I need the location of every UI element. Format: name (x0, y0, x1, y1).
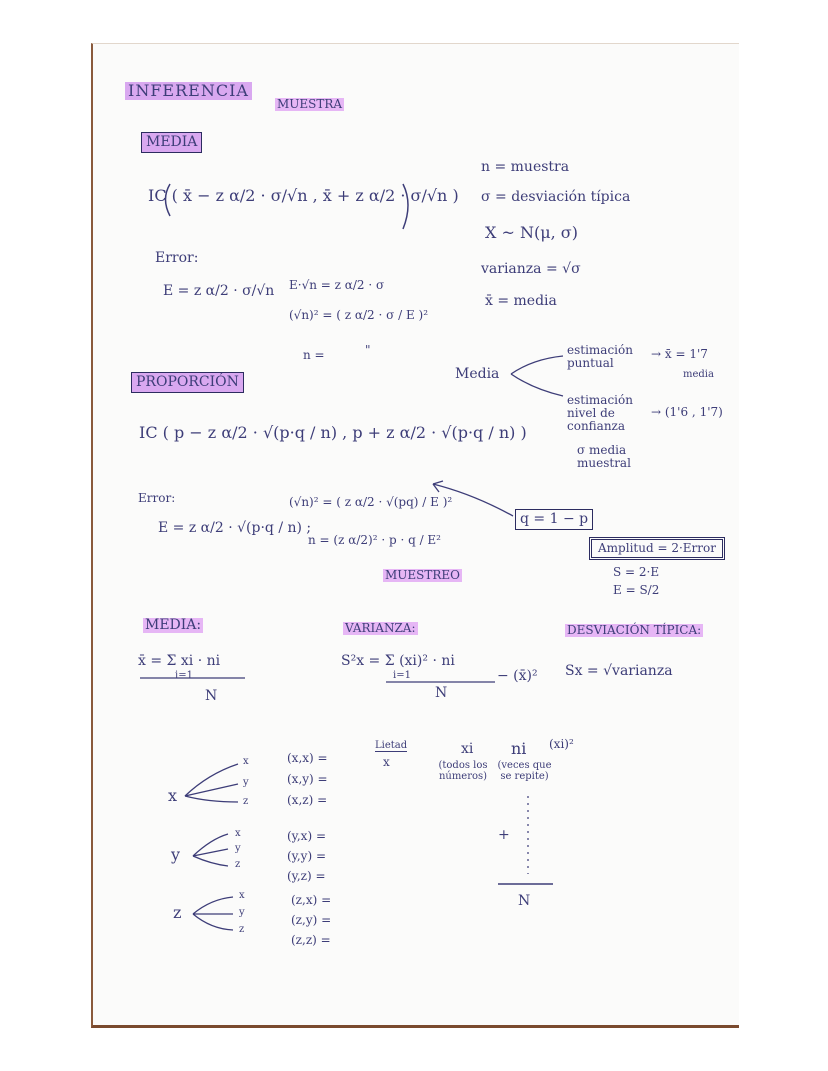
muestreo-varianza-tail: − (x̄)² (497, 668, 538, 684)
media-tree-branch-lower (511, 374, 563, 396)
def-distribution: X ~ N(μ, σ) (485, 223, 578, 242)
muestreo-desviacion-label: DESVIACIÓN TÍPICA: (567, 623, 702, 637)
combo-pair-yy: (y,y) = (287, 849, 327, 863)
muestreo-title: MUESTREO (385, 568, 461, 582)
combo-tree-x (185, 764, 238, 802)
combo-pair-xx: (x,x) = (287, 751, 328, 765)
combo-pair-zx: (z,x) = (291, 893, 332, 907)
combo-z-branch-z: z (239, 924, 245, 935)
combo-y-branch-z: z (235, 859, 241, 870)
media-tree-confianza-note: σ media muestral (577, 443, 631, 471)
muestreo-varianza-label: VARIANZA: (345, 621, 416, 635)
media-tree-puntual: estimación puntual (567, 343, 633, 371)
media-section-label: MEDIA (141, 132, 202, 153)
combo-tree-z (193, 897, 233, 930)
proporcion-error-label: Error: (138, 491, 176, 505)
combo-x-branch-z: z (243, 796, 249, 807)
table-col0-header: Lietad (375, 740, 408, 751)
combo-pair-xy: (x,y) = (287, 772, 328, 786)
combo-y-branch-y: y (235, 843, 241, 854)
proporcion-section-label: PROPORCIÓN (131, 372, 244, 393)
media-tree-puntual-result: → x̄ = 1'7 (651, 347, 708, 361)
media-tree-root: Media (455, 366, 500, 382)
combo-y-branch-x: x (235, 828, 241, 839)
proporcion-error-formula: E = z α/2 · √(p·q / n) ; (158, 520, 312, 536)
media-error-formula: E = z α/2 · σ/√n (163, 283, 275, 299)
def-varianza: varianza = √σ (481, 261, 581, 277)
combo-pair-zz: (z,z) = (291, 933, 331, 947)
muestreo-desviacion-formula: Sx = √varianza (565, 663, 673, 679)
proporcion-ic-formula: IC ( p − z α/2 · √(p·q / n) , p + z α/2 · √(p·q / n) ) (139, 423, 527, 442)
q-box: q = 1 − p (515, 509, 593, 530)
table-col2-note: (veces que se repite) (497, 760, 552, 782)
combo-x-branch-y: y (243, 777, 249, 788)
media-tree-puntual-note: media (683, 369, 714, 380)
combo-root-z: z (173, 903, 182, 922)
media-tree-confianza: estimación nivel de confianza (567, 393, 633, 434)
media-n-label: n = (303, 348, 325, 362)
combo-x-branch-x: x (243, 756, 249, 767)
def-sigma: σ = desviación típica (481, 189, 631, 205)
combo-pair-zy: (z,y) = (291, 913, 332, 927)
muestreo-varianza-numerator: S²x = Σ (xi)² · ni (341, 653, 455, 669)
table-col3-header: (xi)² (549, 737, 574, 751)
def-n: n = muestra (481, 159, 570, 175)
combo-pair-yz: (y,z) = (287, 869, 326, 883)
table-total: N (518, 893, 531, 909)
amplitud-solve1: S = 2·E (613, 565, 660, 579)
page-title: INFERENCIA (125, 82, 252, 100)
table-col2-header: ni (511, 739, 527, 758)
media-error-solve1: E·√n = z α/2 · σ (289, 278, 385, 292)
media-n-ditto: " (365, 343, 371, 357)
combo-z-branch-y: y (239, 907, 245, 918)
combo-tree-y (193, 834, 228, 866)
page-subtitle: MUESTRA (277, 97, 343, 111)
combo-root-x: x (168, 786, 178, 805)
combo-pair-yx: (y,x) = (287, 829, 326, 843)
combo-z-branch-x: x (239, 890, 245, 901)
muestreo-varianza-denominator: N (435, 685, 448, 701)
table-plus: + (498, 827, 510, 843)
combo-pair-xz: (x,z) = (287, 793, 328, 807)
combo-root-y: y (171, 845, 181, 864)
media-ic-formula: IC ( x̄ − z α/2 · σ/√n , x̄ + z α/2 · σ/√n ) (148, 186, 459, 205)
muestreo-varianza-index: i=1 (393, 670, 411, 681)
media-error-solve2: (√n)² = ( z α/2 · σ / E )² (289, 308, 429, 322)
muestreo-media-index: i=1 (175, 670, 193, 681)
proporcion-solve1: (√n)² = ( z α/2 · √(pq) / E )² (289, 495, 453, 509)
amplitud-box: Amplitud = 2·Error (589, 537, 725, 560)
media-tree-confianza-result: → (1'6 , 1'7) (651, 405, 723, 419)
media-tree-branch-upper (511, 356, 563, 374)
muestreo-media-label: MEDIA: (145, 617, 202, 633)
proporcion-solve2: n = (z α/2)² · p · q / E² (308, 533, 441, 547)
def-xbar: x̄ = media (485, 293, 557, 309)
amplitud-solve2: E = S/2 (613, 583, 660, 597)
notebook-page (91, 43, 739, 1028)
muestreo-media-numerator: x̄ = Σ xi · ni (138, 653, 221, 669)
muestreo-media-denominator: N (205, 688, 218, 704)
table-col1-header: xi (461, 741, 474, 757)
table-col1-note: (todos los números) (438, 760, 488, 782)
table-col0-value: x (383, 755, 390, 769)
media-error-label: Error: (155, 250, 199, 266)
